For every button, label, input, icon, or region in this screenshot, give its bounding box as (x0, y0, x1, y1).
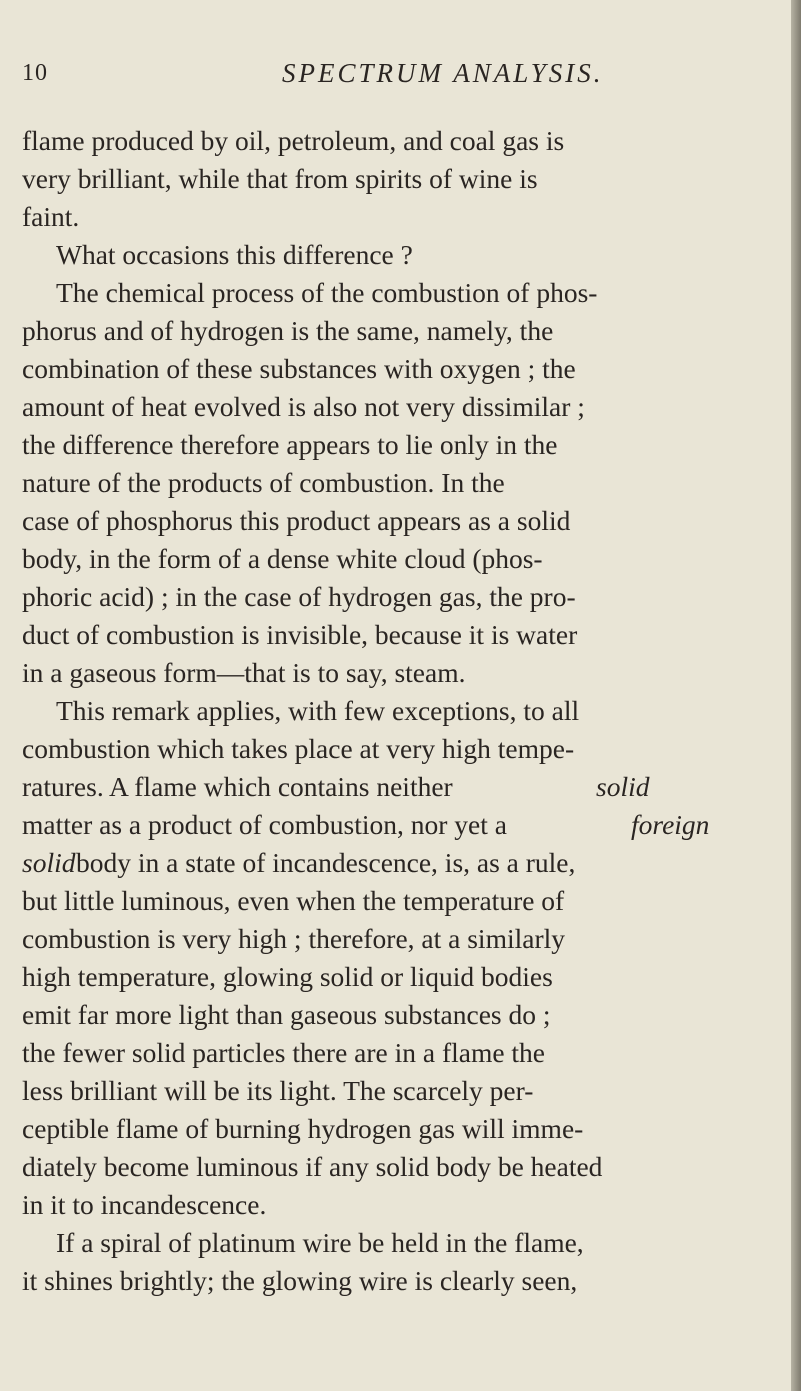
line-text: in it to incandescence. (22, 1189, 267, 1220)
text-line (0, 1262, 801, 1300)
text-line (0, 160, 801, 198)
text-line (0, 1072, 801, 1110)
running-title: SPECTRUM ANALYSIS. (282, 58, 604, 88)
text-line (0, 806, 801, 844)
line-text: body in a state of incandescence, is, as a rule, (76, 847, 576, 878)
line-text: combustion is very high ; therefore, at a similarly (22, 923, 565, 954)
line-text: phoric acid) ; in the case of hydrogen gas, the pro- (22, 581, 576, 612)
line-text: high temperature, glowing solid or liquid bodies (22, 961, 553, 992)
text-line (0, 502, 801, 540)
text-line (0, 464, 801, 502)
line-text: phorus and of hydrogen is the same, namely, the (22, 315, 554, 346)
line-text: amount of heat evolved is also not very dissimilar ; (22, 391, 585, 422)
text-line (0, 198, 801, 236)
line-text: the difference therefore appears to lie only in the (22, 429, 558, 460)
text-line (0, 958, 801, 996)
text-line (0, 1034, 801, 1072)
text-line (0, 236, 801, 274)
text-line (0, 844, 801, 882)
line-text: combustion which takes place at very high tempe- (22, 733, 575, 764)
text-line (0, 274, 801, 312)
line-text: less brilliant will be its light. The scarcely per- (22, 1075, 534, 1106)
line-text: case of phosphorus this product appears as a solid (22, 505, 571, 536)
italic-word: solid (596, 771, 650, 802)
text-line (0, 654, 801, 692)
line-text: but little luminous, even when the temperature of (22, 885, 565, 916)
line-text: ceptible flame of burning hydrogen gas will imme- (22, 1113, 584, 1144)
text-line (0, 540, 801, 578)
line-text: body, in the form of a dense white cloud (phos- (22, 543, 543, 574)
text-line (0, 1148, 801, 1186)
line-text: ratures. A flame which contains neither (22, 771, 453, 802)
text-line (0, 1110, 801, 1148)
italic-word: foreign (631, 809, 710, 840)
line-text: The chemical process of the combustion of phos- (56, 277, 598, 308)
line-text: duct of combustion is invisible, because it is water (22, 619, 578, 650)
line-text: diately become luminous if any solid body be heated (22, 1151, 603, 1182)
line-text: faint. (22, 201, 80, 232)
line-text: This remark applies, with few exceptions, to all (56, 695, 580, 726)
line-text: combination of these substances with oxygen ; the (22, 353, 576, 384)
text-line (0, 882, 801, 920)
page-number: 10 (22, 60, 48, 86)
line-text: very brilliant, while that from spirits of wine is (22, 163, 538, 194)
text-line (0, 578, 801, 616)
text-line (0, 426, 801, 464)
text-line (0, 312, 801, 350)
text-line (0, 122, 801, 160)
text-line (0, 350, 801, 388)
line-text: the fewer solid particles there are in a flame the (22, 1037, 546, 1068)
text-line (0, 920, 801, 958)
line-text: it shines brightly; the glowing wire is clearly seen, (22, 1265, 578, 1296)
text-line (0, 1224, 801, 1262)
text-line (0, 768, 801, 806)
page-header (0, 46, 801, 86)
text-line (0, 388, 801, 426)
text-line (0, 1186, 801, 1224)
line-text: nature of the products of combustion. In the (22, 467, 505, 498)
text-line (0, 616, 801, 654)
line-text: What occasions this difference ? (56, 239, 413, 270)
line-text: in a gaseous form—that is to say, steam. (22, 657, 466, 688)
line-text: matter as a product of combustion, nor yet a (22, 809, 507, 840)
italic-word: solid (22, 847, 76, 878)
text-line (0, 692, 801, 730)
text-line (0, 996, 801, 1034)
line-text: flame produced by oil, petroleum, and coal gas is (22, 125, 565, 156)
line-text: If a spiral of platinum wire be held in the flame, (56, 1227, 584, 1258)
line-text: emit far more light than gaseous substances do ; (22, 999, 551, 1030)
text-line (0, 730, 801, 768)
